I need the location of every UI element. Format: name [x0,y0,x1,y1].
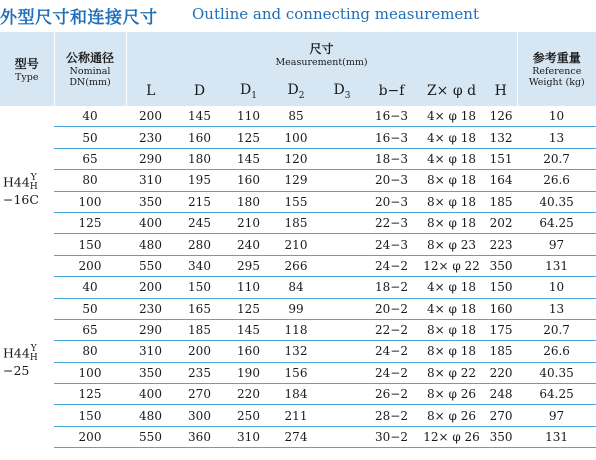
cell-D3 [319,298,365,319]
cell-weight: 13 [517,127,596,148]
table-row [0,106,596,127]
cell-D: 195 [175,170,224,191]
cell-bf: 24−2 [365,362,418,383]
cell-bf: 20−2 [365,298,418,319]
cell-dn: 150 [54,234,126,255]
col-D3: $D_3$ [319,76,365,106]
cell-weight: 97 [517,234,596,255]
cell-D2: 211 [273,405,319,426]
cell-H: 202 [485,212,517,233]
cell-D3 [319,341,365,362]
cell-zd: 4× φ 18 [418,298,485,319]
cell-D: 270 [175,384,224,405]
cell-D1: 180 [224,191,273,212]
cell-H: 220 [485,362,517,383]
cell-dn: 200 [54,255,126,276]
model-label [0,345,54,379]
page-header [0,0,596,30]
header-measurement [126,32,517,76]
cell-D1: 250 [224,405,273,426]
cell-D3 [319,362,365,383]
cell-bf: 20−3 [365,191,418,212]
cell-L: 550 [126,255,175,276]
table-row [0,170,596,191]
cell-bf: 22−3 [365,212,418,233]
cell-zd: 8× φ 18 [418,319,485,340]
header-meas-en: Measurement(mm) [275,56,368,68]
cell-bf: 18−2 [365,277,418,298]
cell-D2: 118 [273,319,319,340]
table-row [0,191,596,212]
cell-zd: 12× φ 22 [418,255,485,276]
cell-D3 [319,255,365,276]
cell-dn: 50 [54,298,126,319]
table-row [0,384,596,405]
cell-weight: 20.7 [517,148,596,169]
cell-L: 400 [126,384,175,405]
cell-D1: 125 [224,298,273,319]
header-dn-cn: 公称通径 [65,51,114,65]
cell-D3 [319,106,365,127]
cell-D1: 145 [224,319,273,340]
cell-D1: 295 [224,255,273,276]
col-bf: b−f [365,76,418,106]
cell-weight: 64.25 [517,384,596,405]
header-weight [517,32,596,106]
cell-D: 235 [175,362,224,383]
cell-dn: 80 [54,341,126,362]
cell-H: 350 [485,255,517,276]
model-variant-top: Y [30,173,37,184]
model-suffix: −16C [3,192,39,208]
cell-D: 180 [175,148,224,169]
table-row [0,277,596,298]
cell-zd: 4× φ 18 [418,127,485,148]
cell-D3 [319,148,365,169]
cell-L: 200 [126,106,175,127]
cell-D: 160 [175,127,224,148]
cell-L: 480 [126,405,175,426]
cell-D1: 125 [224,127,273,148]
col-D: D [175,76,224,106]
cell-D1: 145 [224,148,273,169]
cell-bf: 20−3 [365,170,418,191]
cell-H: 151 [485,148,517,169]
cell-zd: 4× φ 18 [418,148,485,169]
cell-bf: 16−3 [365,127,418,148]
cell-D2: 155 [273,191,319,212]
cell-D2: 85 [273,106,319,127]
cell-H: 185 [485,341,517,362]
cell-D3 [319,405,365,426]
cell-D2: 120 [273,148,319,169]
cell-H: 150 [485,277,517,298]
cell-D2: 84 [273,277,319,298]
col-D2: $D_2$ [273,76,319,106]
cell-H: 126 [485,106,517,127]
cell-dn: 125 [54,212,126,233]
cell-D: 150 [175,277,224,298]
model-variant-bottom: H [29,182,38,193]
header-type [0,32,54,106]
cell-D: 165 [175,298,224,319]
cell-D1: 310 [224,426,273,447]
table-row [0,405,596,426]
table-row [0,255,596,276]
cell-D2: 100 [273,127,319,148]
cell-weight: 10 [517,106,596,127]
cell-H: 160 [485,298,517,319]
cell-L: 480 [126,234,175,255]
cell-weight: 40.35 [517,362,596,383]
cell-D3 [319,191,365,212]
cell-dn: 40 [54,277,126,298]
header-meas-cn: 尺寸 [309,41,334,56]
header-type-en: Type [15,71,39,83]
cell-dn: 100 [54,362,126,383]
cell-D: 185 [175,319,224,340]
cell-weight: 131 [517,255,596,276]
cell-L: 290 [126,319,175,340]
cell-zd: 8× φ 26 [418,405,485,426]
cell-L: 350 [126,191,175,212]
cell-dn: 125 [54,384,126,405]
cell-D2: 274 [273,426,319,447]
table-row [0,319,596,340]
col-H: H [485,76,517,106]
cell-bf: 24−3 [365,234,418,255]
cell-dn: 50 [54,127,126,148]
cell-D2: 156 [273,362,319,383]
cell-bf: 24−2 [365,255,418,276]
cell-D2: 99 [273,298,319,319]
cell-dn: 40 [54,106,126,127]
cell-D1: 160 [224,170,273,191]
cell-D: 245 [175,212,224,233]
cell-zd: 12× φ 26 [418,426,485,447]
cell-D: 215 [175,191,224,212]
cell-weight: 10 [517,277,596,298]
table-row [0,127,596,148]
cell-D1: 210 [224,212,273,233]
title-chinese: 外型尺寸和连接尺寸 [0,8,158,28]
cell-L: 290 [126,148,175,169]
header-dn [54,32,126,106]
cell-L: 200 [126,277,175,298]
cell-bf: 26−2 [365,384,418,405]
col-D1: $D_1$ [224,76,273,106]
cell-D1: 190 [224,362,273,383]
cell-L: 310 [126,341,175,362]
cell-D1: 160 [224,341,273,362]
cell-D3 [319,170,365,191]
cell-D3 [319,319,365,340]
cell-D: 145 [175,106,224,127]
cell-zd: 8× φ 23 [418,234,485,255]
cell-H: 185 [485,191,517,212]
cell-H: 223 [485,234,517,255]
table-row [0,426,596,447]
cell-weight: 131 [517,426,596,447]
table-row [0,362,596,383]
cell-weight: 26.6 [517,170,596,191]
cell-D2: 210 [273,234,319,255]
table-row [0,341,596,362]
cell-weight: 20.7 [517,319,596,340]
cell-dn: 100 [54,191,126,212]
cell-zd: 8× φ 18 [418,212,485,233]
model-label [0,174,54,208]
measurement-table [0,32,596,448]
cell-zd: 4× φ 18 [418,106,485,127]
model-variant-bottom: H [29,353,38,364]
cell-weight: 40.35 [517,191,596,212]
cell-D: 200 [175,341,224,362]
header-type-cn: 型号 [14,56,39,71]
table-row [0,148,596,169]
model-prefix: H44 [3,174,30,190]
cell-D2: 184 [273,384,319,405]
model-variant-top: Y [30,344,37,355]
cell-zd: 4× φ 18 [418,277,485,298]
cell-bf: 18−3 [365,148,418,169]
table-row [0,298,596,319]
model-suffix: −25 [3,363,30,379]
cell-D3 [319,234,365,255]
cell-D2: 266 [273,255,319,276]
cell-bf: 24−2 [365,341,418,362]
header-weight-en1: Reference [532,66,582,77]
cell-weight: 13 [517,298,596,319]
cell-L: 310 [126,170,175,191]
col-zd: Z× φ d [418,76,485,106]
model-cell [0,106,54,277]
cell-bf: 22−2 [365,319,418,340]
cell-zd: 8× φ 26 [418,384,485,405]
cell-H: 350 [485,426,517,447]
model-variant [30,345,38,363]
cell-L: 400 [126,212,175,233]
model-cell [0,277,54,448]
cell-D3 [319,277,365,298]
cell-L: 550 [126,426,175,447]
cell-bf: 30−2 [365,426,418,447]
cell-D3 [319,426,365,447]
cell-dn: 65 [54,148,126,169]
cell-zd: 8× φ 18 [418,341,485,362]
cell-bf: 28−2 [365,405,418,426]
cell-D: 300 [175,405,224,426]
cell-D3 [319,384,365,405]
cell-bf: 16−3 [365,106,418,127]
table-row [0,212,596,233]
cell-D2: 185 [273,212,319,233]
cell-weight: 26.6 [517,341,596,362]
model-variant [30,174,38,192]
cell-D3 [319,212,365,233]
cell-D: 340 [175,255,224,276]
cell-H: 270 [485,405,517,426]
header-weight-cn: 参考重量 [532,51,581,65]
cell-zd: 8× φ 18 [418,191,485,212]
cell-D2: 129 [273,170,319,191]
cell-H: 132 [485,127,517,148]
col-L: L [126,76,175,106]
cell-dn: 80 [54,170,126,191]
cell-dn: 65 [54,319,126,340]
cell-D1: 220 [224,384,273,405]
table-row [0,234,596,255]
cell-H: 248 [485,384,517,405]
cell-weight: 64.25 [517,212,596,233]
cell-D1: 110 [224,277,273,298]
cell-D1: 240 [224,234,273,255]
cell-zd: 8× φ 22 [418,362,485,383]
cell-D2: 132 [273,341,319,362]
cell-H: 175 [485,319,517,340]
cell-weight: 97 [517,405,596,426]
header-dn-en2: DN(mm) [69,77,111,88]
cell-D: 360 [175,426,224,447]
cell-D: 280 [175,234,224,255]
cell-zd: 8× φ 18 [418,170,485,191]
model-prefix: H44 [3,345,30,361]
cell-D1: 110 [224,106,273,127]
cell-dn: 200 [54,426,126,447]
cell-L: 350 [126,362,175,383]
title-english: Outline and connecting measurement [192,5,479,23]
cell-L: 230 [126,127,175,148]
cell-L: 230 [126,298,175,319]
cell-dn: 150 [54,405,126,426]
cell-D3 [319,127,365,148]
cell-H: 164 [485,170,517,191]
header-dn-en1: Nominal [69,66,111,77]
header-weight-en2: Weight (kg) [528,77,585,88]
